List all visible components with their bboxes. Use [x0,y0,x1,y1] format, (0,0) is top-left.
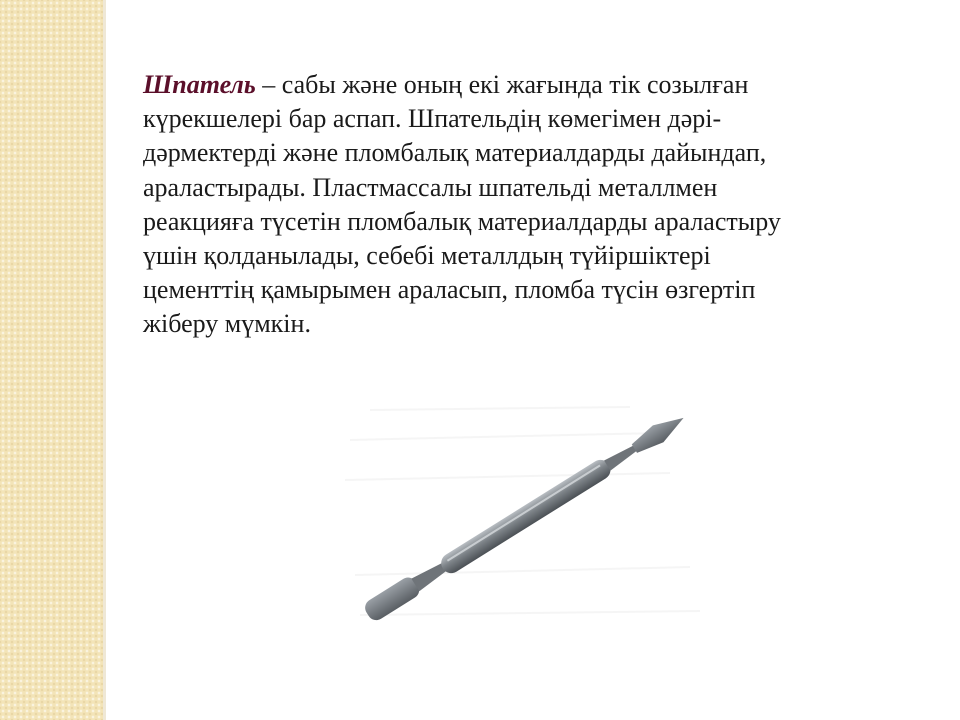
spatula-image [330,385,720,650]
text-line-4: араластырады. Пластмассалы шпательді металлмен [143,172,718,202]
dental-spatula-icon [330,385,720,650]
slide-text [143,68,913,342]
text-line-5: реакцияға түсетін пломбалық материалдарды араластыру [143,206,781,236]
text-line-2: күрекшелері бар аспап. Шпательдің көмегімен дәрі- [143,104,722,134]
text-line-1-rest: – сабы және оның екі жағында тік созылған [255,70,749,99]
side-strip-edge [103,0,106,720]
term-heading: Шпатель [143,70,256,99]
text-line-6: үшін қолданылады, себебі металлдың түйіршіктері [143,241,711,271]
text-line-1 [143,68,913,102]
text-line-8: жіберу мүмкін. [143,309,311,339]
text-line-3: дәрмектерді және пломбалық материалдарды дайындап, [143,138,767,168]
decorative-side-strip [0,0,103,720]
text-line-7: цементтің қамырымен араласып, пломба түсін өзгертіп [143,275,756,305]
